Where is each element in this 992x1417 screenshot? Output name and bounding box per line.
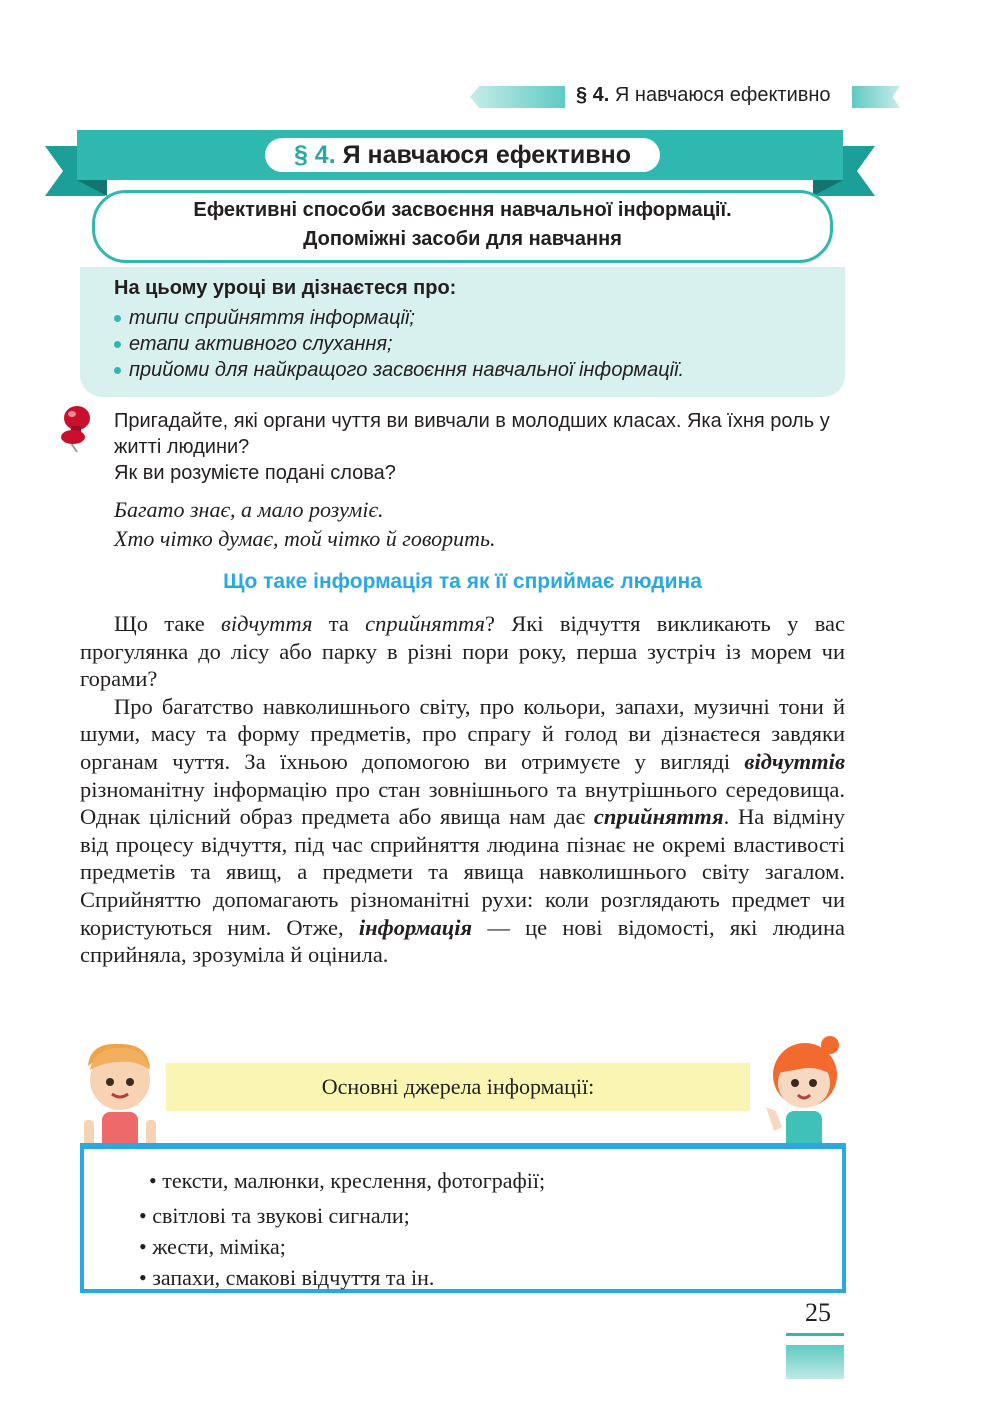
lesson-item bbox=[114, 331, 684, 357]
section-heading: Що таке інформація та як її сприймає людина bbox=[223, 570, 702, 593]
bullet-icon bbox=[114, 341, 121, 348]
sources-heading: Основні джерела інформації: bbox=[166, 1063, 750, 1111]
title-number: § 4. bbox=[293, 141, 336, 169]
page-number-rule bbox=[786, 1333, 844, 1336]
lesson-item-text: прийоми для найкращого засвоєння навчальної інформації. bbox=[129, 359, 685, 381]
proverb: Хто чітко думає, той чітко й говорить. bbox=[114, 526, 496, 551]
running-header bbox=[470, 82, 900, 110]
reminder-prompt: Як ви розумієте подані слова? bbox=[114, 462, 396, 484]
text-run: різноманітну інформацію про стан зовнішнього та внутрішнього середовища. Однак цілісний образ предмета або явища нам дає bbox=[80, 776, 845, 830]
bullet-icon bbox=[114, 367, 121, 374]
proverb: Багато знає, а мало розуміє. bbox=[114, 497, 384, 522]
sources-list bbox=[139, 1165, 545, 1293]
subtitle-line-1: Ефективні способи засвоєння навчальної інформації. bbox=[193, 199, 732, 221]
term: відчуття bbox=[221, 611, 313, 636]
lesson-item bbox=[114, 305, 684, 331]
text-run: — це нові відомості, які людина сприйняла, зрозуміла й оцінила. bbox=[80, 914, 845, 968]
sources-list-box bbox=[80, 1143, 846, 1293]
key-term: інформація bbox=[358, 914, 473, 940]
boy-illustration bbox=[80, 1040, 160, 1150]
page-number-tab bbox=[786, 1345, 844, 1379]
lesson-item bbox=[114, 357, 684, 383]
header-ribbon-left bbox=[470, 86, 565, 108]
subtitle-line-2: Допоміжні засоби для навчання bbox=[303, 228, 622, 250]
running-header-section: § 4. bbox=[576, 84, 610, 106]
term: сприйняття bbox=[365, 611, 485, 636]
lesson-objectives-box bbox=[80, 267, 845, 397]
reminder-question: Пригадайте, які органи чуття ви вивчали в молодших класах. Яка їхня роль у житті людини? bbox=[114, 410, 830, 458]
running-header-title: Я навчаюся ефективно bbox=[614, 84, 831, 106]
running-header-text bbox=[570, 84, 837, 107]
girl-illustration bbox=[760, 1035, 850, 1150]
page-title bbox=[265, 138, 660, 172]
source-item: • запахи, смакові відчуття та ін. bbox=[139, 1265, 435, 1290]
sources-box bbox=[80, 1040, 845, 1288]
header-ribbon-right bbox=[852, 86, 900, 108]
text-run: Про багатство навколишнього світу, про кольори, запахи, музичні тони й шуми, масу та форму предметів, про спрагу й голод ви дізнаєтеся завдяки органам чуття. За їхньою допомогою ви отримуєте у вигляді bbox=[80, 693, 845, 774]
lesson-item-text: типи сприйняття інформації; bbox=[129, 307, 415, 329]
body-text bbox=[80, 610, 845, 969]
source-item: • жести, міміка; bbox=[139, 1234, 286, 1259]
source-item: • тексти, малюнки, креслення, фотографії; bbox=[149, 1168, 546, 1193]
text-run: та bbox=[312, 611, 366, 636]
push-pin-icon bbox=[55, 404, 99, 456]
paragraph-2 bbox=[80, 693, 845, 969]
proverbs bbox=[114, 495, 854, 553]
key-term: відчуттів bbox=[744, 748, 845, 774]
page-number: 25 bbox=[805, 1298, 831, 1327]
lesson-list bbox=[114, 305, 684, 383]
source-item: • світлові та звукові сигнали; bbox=[139, 1203, 410, 1228]
bullet-icon bbox=[114, 315, 121, 322]
text-run: ? Які відчуття викликають у вас прогулянка до лісу або парку в різні пори року, перша зустріч із морем чи горами? bbox=[80, 611, 845, 692]
lesson-heading: На цьому уроці ви дізнаєтеся про: bbox=[114, 277, 457, 299]
reminder-text bbox=[114, 408, 854, 486]
subtitle-box bbox=[92, 190, 833, 263]
paragraph-1 bbox=[80, 610, 845, 693]
text-run: . На відміну від процесу відчуття, під час сприйняття людина пізнає не окремі властивості предметів та явищ, а предмети та явища навколишнього світу загалом. Сприйняттю допомагають різноманітні рухи: коли розглядають предмет чи користуються ним. Отже, bbox=[80, 804, 845, 940]
key-term: сприйняття bbox=[593, 804, 724, 830]
lesson-item-text: етапи активного слухання; bbox=[129, 333, 393, 355]
title-text: Я навчаюся ефективно bbox=[342, 141, 632, 169]
text-run: Що таке bbox=[114, 611, 222, 636]
